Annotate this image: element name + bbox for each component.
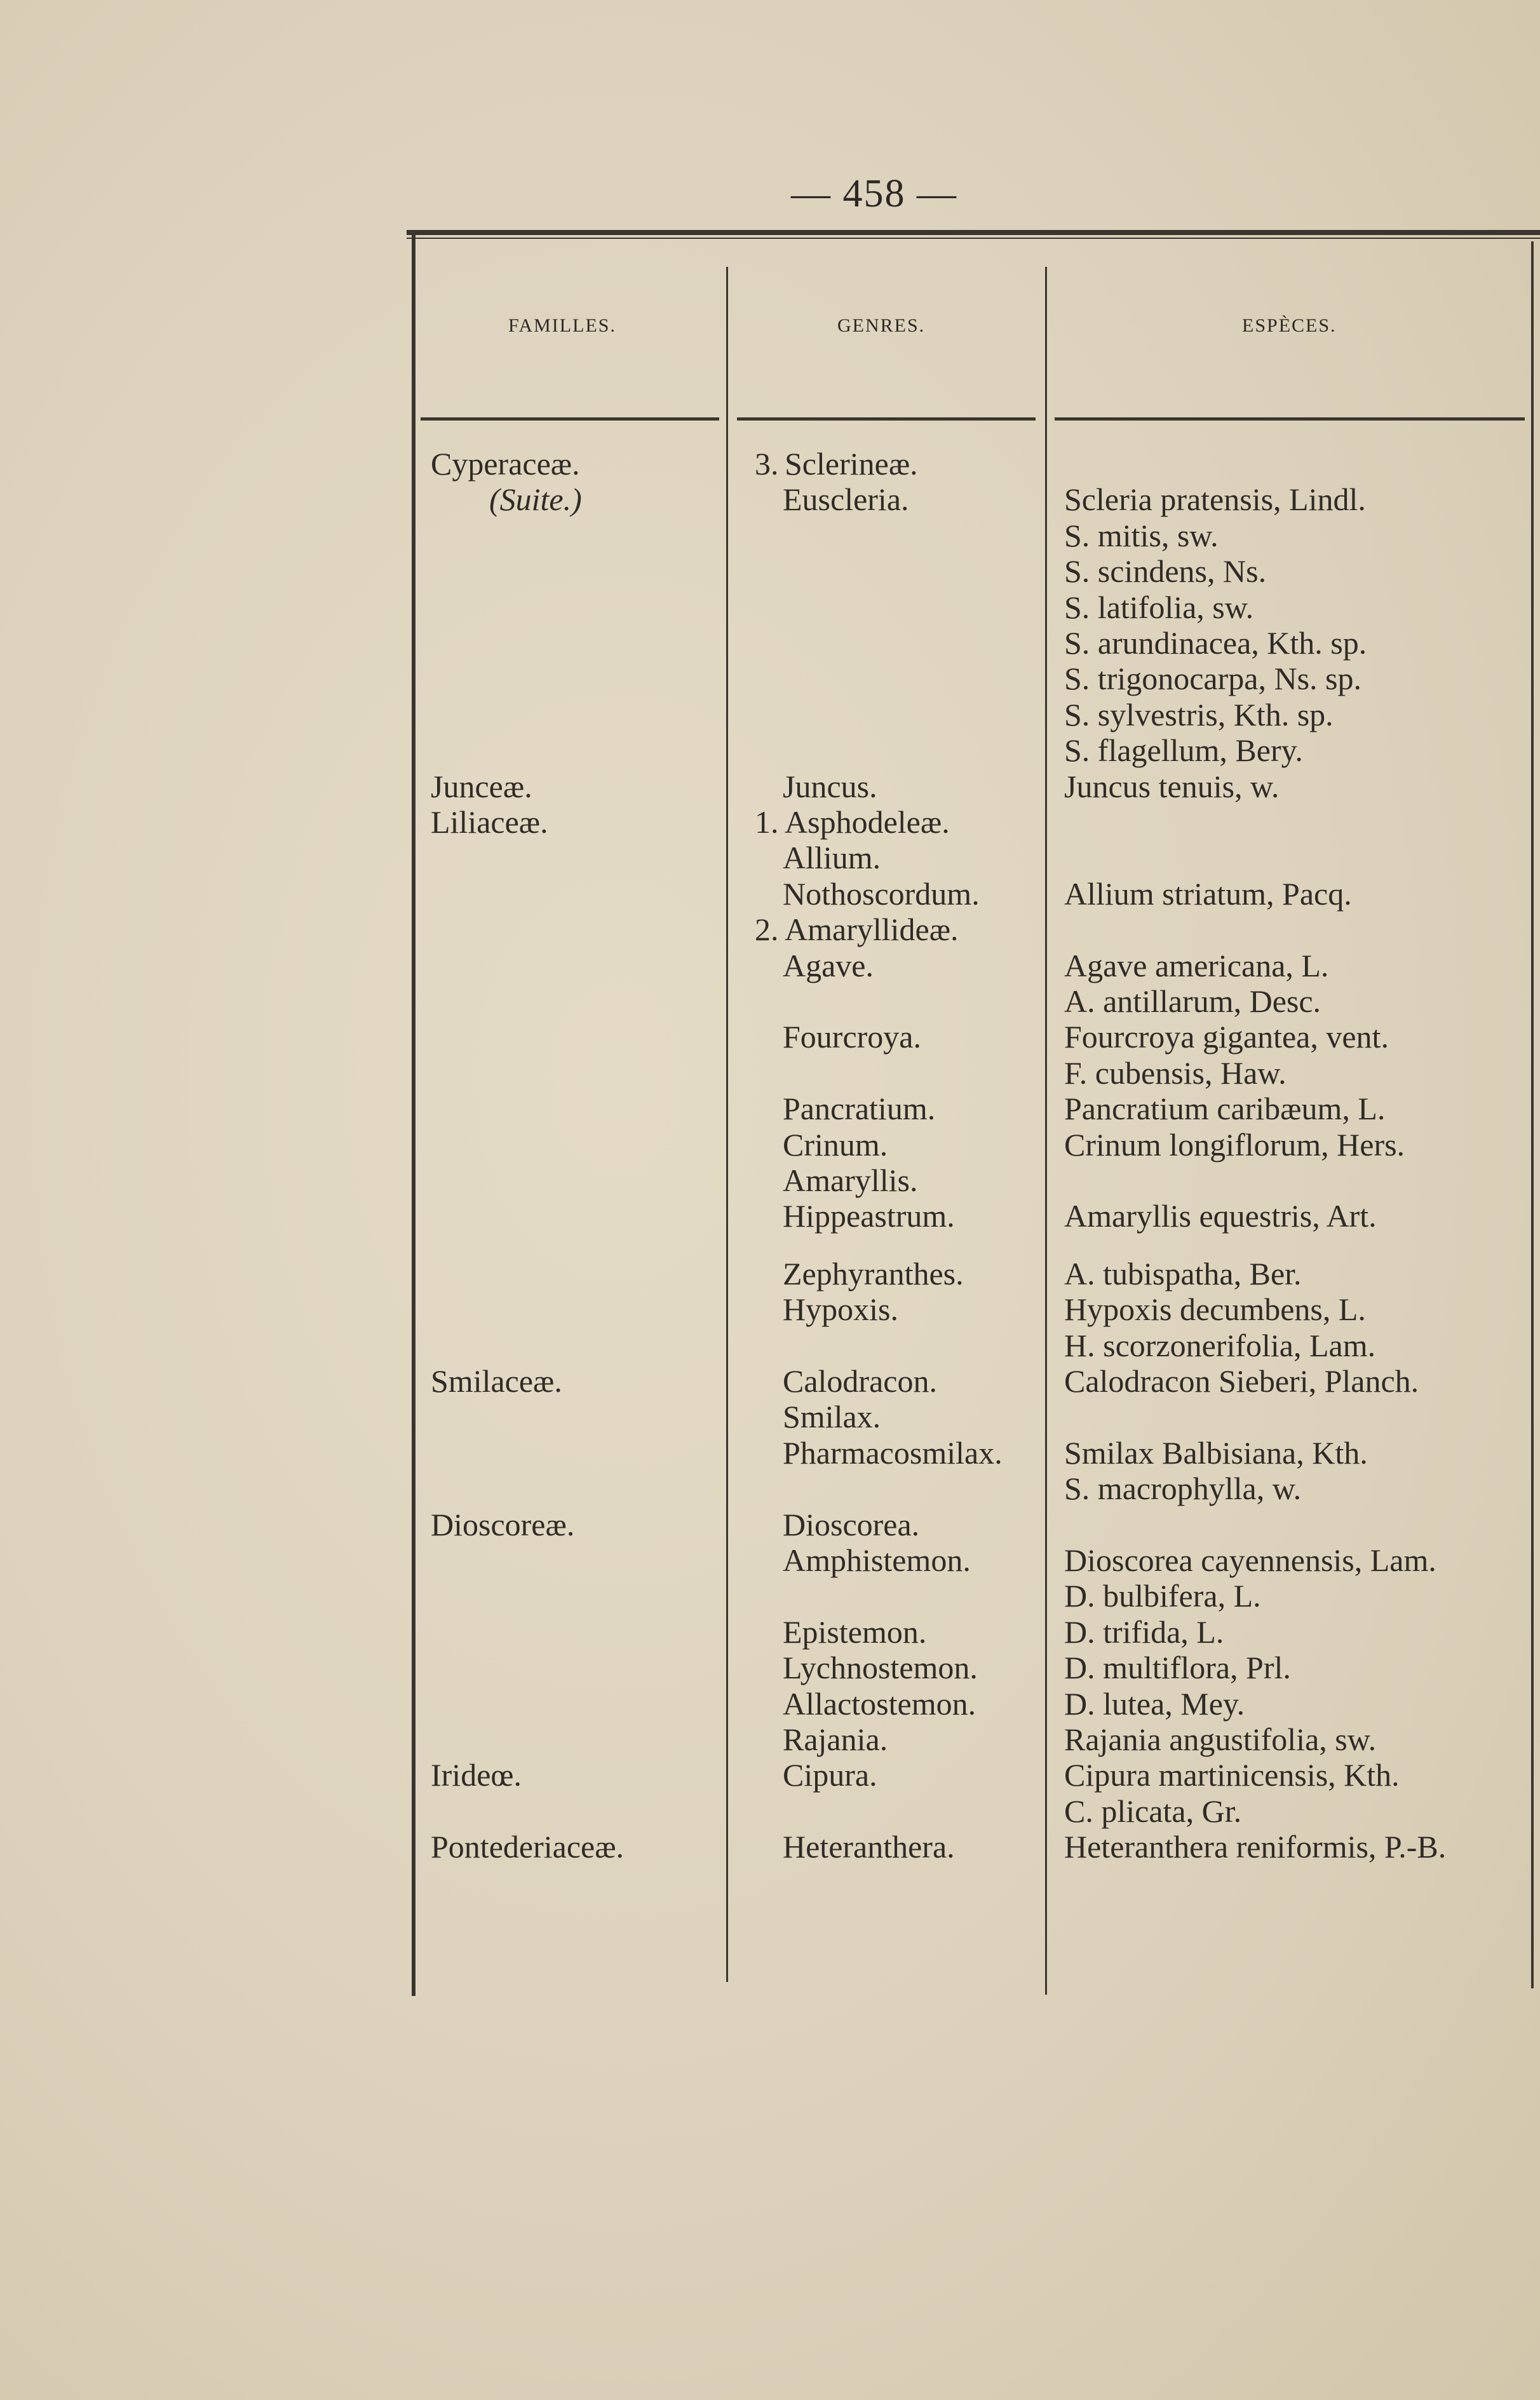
tribe-number-cell: 1. (755, 804, 779, 840)
species-cell: Crinum longiflorum, Hers. (1064, 1127, 1405, 1163)
species-cell: S. mitis, sw. (1064, 518, 1219, 553)
species-cell: A. antillarum, Desc. (1064, 983, 1321, 1019)
family-cell: Pontederiaceæ. (431, 1829, 625, 1864)
genus-cell: Amaryllideæ. (785, 912, 959, 947)
genus-cell: Agave. (783, 948, 874, 983)
family-cell: Cyperaceæ. (431, 446, 580, 482)
family-cell: Dioscoreæ. (431, 1507, 575, 1542)
species-cell: S. macrophylla, w. (1064, 1471, 1302, 1506)
genus-cell: Cipura. (783, 1757, 877, 1793)
species-cell: Scleria pratensis, Lindl. (1064, 482, 1366, 517)
species-cell: Smilax Balbisiana, Kth. (1064, 1435, 1368, 1471)
family-cell: Liliaceæ. (431, 804, 548, 840)
genus-cell: Pharmacosmilax. (783, 1435, 1003, 1471)
header-rule-3 (1055, 417, 1525, 421)
species-cell: Calodracon Sieberi, Planch. (1064, 1363, 1419, 1399)
species-cell: Allium striatum, Pacq. (1064, 876, 1352, 912)
species-cell: S. latifolia, sw. (1064, 590, 1254, 625)
genus-cell: Allactostemon. (783, 1686, 976, 1722)
genus-cell: Dioscorea. (783, 1507, 920, 1542)
genus-cell: Hippeastrum. (783, 1198, 955, 1234)
family-cell: Smilaceæ. (431, 1363, 562, 1399)
species-cell: D. multiflora, Prl. (1064, 1650, 1291, 1685)
header-rule-2 (737, 417, 1036, 421)
family-cell: (Suite.) (489, 482, 582, 517)
genus-cell: Crinum. (783, 1127, 888, 1163)
genus-cell: Calodracon. (783, 1363, 937, 1399)
top-rule-thin (407, 238, 1540, 239)
species-cell: D. lutea, Mey. (1064, 1686, 1245, 1722)
genus-cell: Amphistemon. (783, 1542, 971, 1578)
species-cell: S. flagellum, Bery. (1064, 732, 1303, 768)
tribe-number-cell: 2. (755, 912, 779, 947)
genus-cell: Nothoscordum. (783, 876, 980, 912)
family-cell: Junceæ. (431, 769, 532, 804)
header-rule-1 (421, 417, 719, 421)
genus-cell: Euscleria. (783, 482, 909, 517)
species-cell: H. scorzonerifolia, Lam. (1064, 1328, 1376, 1363)
species-cell: Cipura martinicensis, Kth. (1064, 1757, 1400, 1793)
species-cell: Rajania angustifolia, sw. (1064, 1722, 1377, 1757)
species-cell: S. arundinacea, Kth. sp. (1064, 625, 1367, 661)
genus-cell: Fourcroya. (783, 1019, 921, 1055)
species-cell: Amaryllis equestris, Art. (1064, 1198, 1377, 1234)
species-cell: S. sylvestris, Kth. sp. (1064, 697, 1334, 732)
species-cell: Heteranthera reniformis, P.-B. (1064, 1829, 1447, 1864)
genus-cell: Amaryllis. (783, 1163, 918, 1198)
species-cell: C. plicata, Gr. (1064, 1793, 1242, 1829)
genus-cell: Sclerineæ. (785, 446, 918, 482)
species-cell: Hypoxis decumbens, L. (1064, 1291, 1366, 1327)
species-cell: Fourcroya gigantea, vent. (1064, 1019, 1389, 1055)
tribe-number-cell: 3. (755, 446, 779, 482)
species-cell: F. cubensis, Haw. (1064, 1055, 1287, 1091)
page-number: — 458 — (791, 172, 957, 215)
species-cell: Agave americana, L. (1064, 948, 1329, 983)
genus-cell: Allium. (783, 840, 881, 875)
species-cell: Pancratium caribæum, L. (1064, 1091, 1386, 1126)
genus-cell: Heteranthera. (783, 1829, 955, 1864)
left-border (412, 230, 415, 1996)
right-border (1531, 241, 1534, 1988)
species-cell: D. bulbifera, L. (1064, 1578, 1261, 1614)
genus-cell: Lychnostemon. (783, 1650, 978, 1685)
column-divider-2 (1045, 267, 1047, 1995)
species-cell: Juncus tenuis, w. (1064, 769, 1280, 804)
species-cell: D. trifida, L. (1064, 1614, 1224, 1650)
genus-cell: Rajania. (783, 1722, 888, 1757)
top-rule (407, 230, 1540, 235)
genus-cell: Epistemon. (783, 1614, 927, 1650)
column-divider-1 (726, 267, 728, 1982)
species-cell: A. tubispatha, Ber. (1064, 1256, 1302, 1291)
genus-cell: Zephyranthes. (783, 1256, 964, 1291)
header-genres: GENRES. (837, 315, 926, 336)
genus-cell: Hypoxis. (783, 1291, 898, 1327)
species-cell: S. trigonocarpa, Ns. sp. (1064, 661, 1361, 696)
genus-cell: Juncus. (783, 769, 877, 804)
header-especes: ESPÈCES. (1242, 315, 1337, 336)
species-cell: S. scindens, Ns. (1064, 553, 1267, 589)
genus-cell: Pancratium. (783, 1091, 936, 1126)
genus-cell: Asphodeleæ. (785, 804, 950, 840)
genus-cell: Smilax. (783, 1399, 881, 1434)
header-familles: FAMILLES. (508, 315, 616, 336)
species-cell: Dioscorea cayennensis, Lam. (1064, 1542, 1436, 1578)
family-cell: Irideœ. (431, 1757, 522, 1793)
